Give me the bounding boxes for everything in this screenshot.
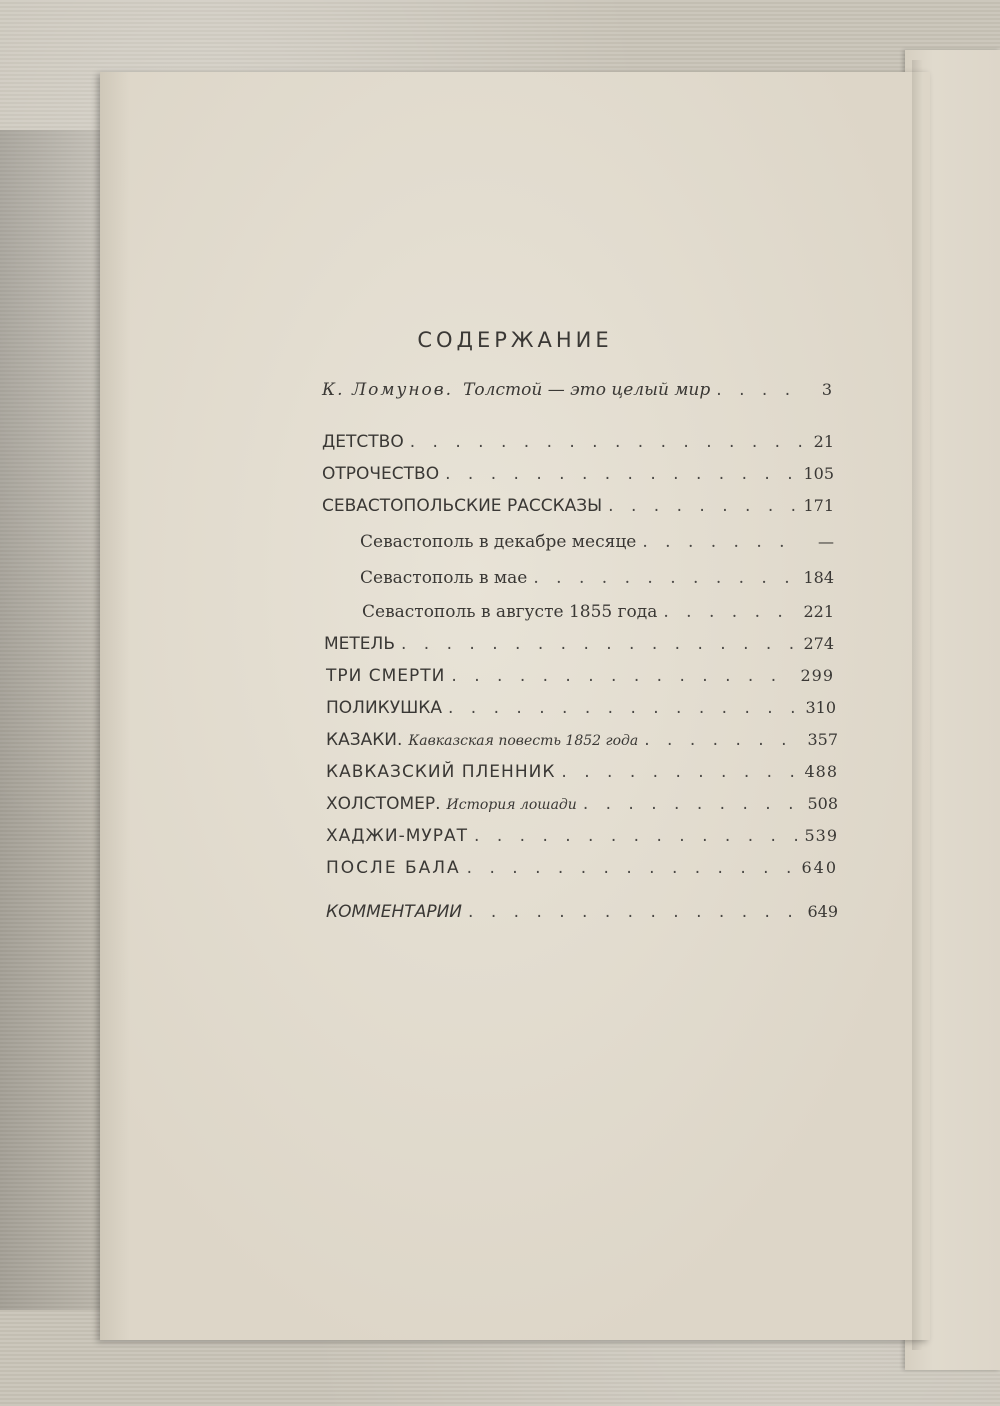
toc-subentry-may bbox=[360, 568, 834, 594]
leader-dots bbox=[410, 432, 802, 452]
page-number: 221 bbox=[803, 602, 834, 621]
toc-entry-detstvo bbox=[322, 432, 834, 458]
entry-label: КАЗАКИ. bbox=[326, 730, 403, 750]
toc-entry-otrochestvo bbox=[322, 464, 834, 490]
leader-dots bbox=[401, 634, 797, 654]
page-number: 539 bbox=[804, 826, 838, 845]
table-shadow bbox=[0, 130, 110, 1310]
page-number: 3 bbox=[821, 380, 832, 399]
page-number: 171 bbox=[803, 496, 834, 515]
leader-dots bbox=[445, 464, 797, 484]
toc-entry-hadji-murat bbox=[326, 826, 838, 852]
leader-dots bbox=[467, 858, 796, 878]
leader-dots bbox=[642, 532, 802, 552]
toc-entry-metel bbox=[324, 634, 834, 660]
entry-label: ОТРОЧЕСТВО bbox=[322, 464, 440, 484]
leader-dots bbox=[583, 794, 802, 814]
leader-dots bbox=[716, 380, 800, 400]
page-number: 357 bbox=[807, 730, 838, 749]
page-edge bbox=[100, 72, 130, 1340]
toc-entry-kholstomer bbox=[326, 794, 838, 820]
toc-subentry-august bbox=[362, 602, 834, 628]
entry-label: Севастополь в августе 1855 года bbox=[362, 602, 658, 622]
page-number: 299 bbox=[800, 666, 834, 685]
toc-entry-tri-smerti bbox=[326, 666, 834, 692]
toc-intro-row bbox=[322, 380, 832, 406]
toc-entry-sevastopol-stories bbox=[322, 496, 834, 522]
page-number: 105 bbox=[803, 464, 834, 483]
entry-label: Севастополь в мае bbox=[360, 568, 528, 588]
leader-dots bbox=[561, 762, 798, 782]
leader-dots bbox=[451, 666, 794, 686]
entry-subtitle: Кавказская повесть 1852 года bbox=[408, 733, 639, 749]
toc-entry-kommentarii bbox=[326, 902, 838, 928]
toc-entry-posle-bala bbox=[326, 858, 838, 884]
leader-dots bbox=[468, 902, 801, 922]
page-title: СОДЕРЖАНИЕ bbox=[417, 328, 613, 352]
entry-label: КОММЕНТАРИИ bbox=[326, 902, 463, 922]
page-number: 21 bbox=[813, 432, 834, 451]
leader-dots bbox=[644, 730, 801, 750]
entry-label: ХАДЖИ-МУРАТ bbox=[326, 826, 469, 846]
entry-label: ХОЛСТОМЕР. bbox=[326, 794, 441, 814]
entry-label: Севастополь в декабре месяце bbox=[360, 532, 637, 552]
leader-dots bbox=[448, 698, 799, 718]
leader-dots bbox=[663, 602, 797, 622]
entry-label: СЕВАСТОПОЛЬСКИЕ РАССКАЗЫ bbox=[322, 496, 603, 516]
page-number: 488 bbox=[804, 762, 838, 781]
page-number: 508 bbox=[807, 794, 838, 813]
intro-author: К. Ломунов. bbox=[322, 380, 454, 400]
page-number: 274 bbox=[803, 634, 834, 653]
page-number: — bbox=[818, 532, 834, 551]
entry-label: КАВКАЗСКИЙ ПЛЕННИК bbox=[326, 762, 556, 782]
entry-label: МЕТЕЛЬ bbox=[324, 634, 395, 654]
entry-subtitle: История лошади bbox=[446, 797, 577, 813]
leader-dots bbox=[474, 826, 798, 846]
page-number: 184 bbox=[803, 568, 834, 587]
toc-subentry-december bbox=[360, 532, 834, 558]
entry-label: ТРИ СМЕРТИ bbox=[326, 666, 446, 686]
toc-entry-kazaki bbox=[326, 730, 838, 756]
entry-label: ПОСЛЕ БАЛА bbox=[326, 858, 461, 878]
page-fold bbox=[912, 60, 930, 1350]
leader-dots bbox=[608, 496, 797, 516]
page-number: 640 bbox=[801, 858, 838, 877]
leader-dots bbox=[533, 568, 797, 588]
page-number: 310 bbox=[805, 698, 836, 717]
entry-label: ДЕТСТВО bbox=[322, 432, 404, 452]
toc-entry-polikushka bbox=[326, 698, 836, 724]
intro-title: Толстой — это целый мир bbox=[463, 380, 711, 400]
page-number: 649 bbox=[807, 902, 838, 921]
entry-label: ПОЛИКУШКА bbox=[326, 698, 442, 718]
toc-entry-kavkazsky-plennik bbox=[326, 762, 838, 788]
